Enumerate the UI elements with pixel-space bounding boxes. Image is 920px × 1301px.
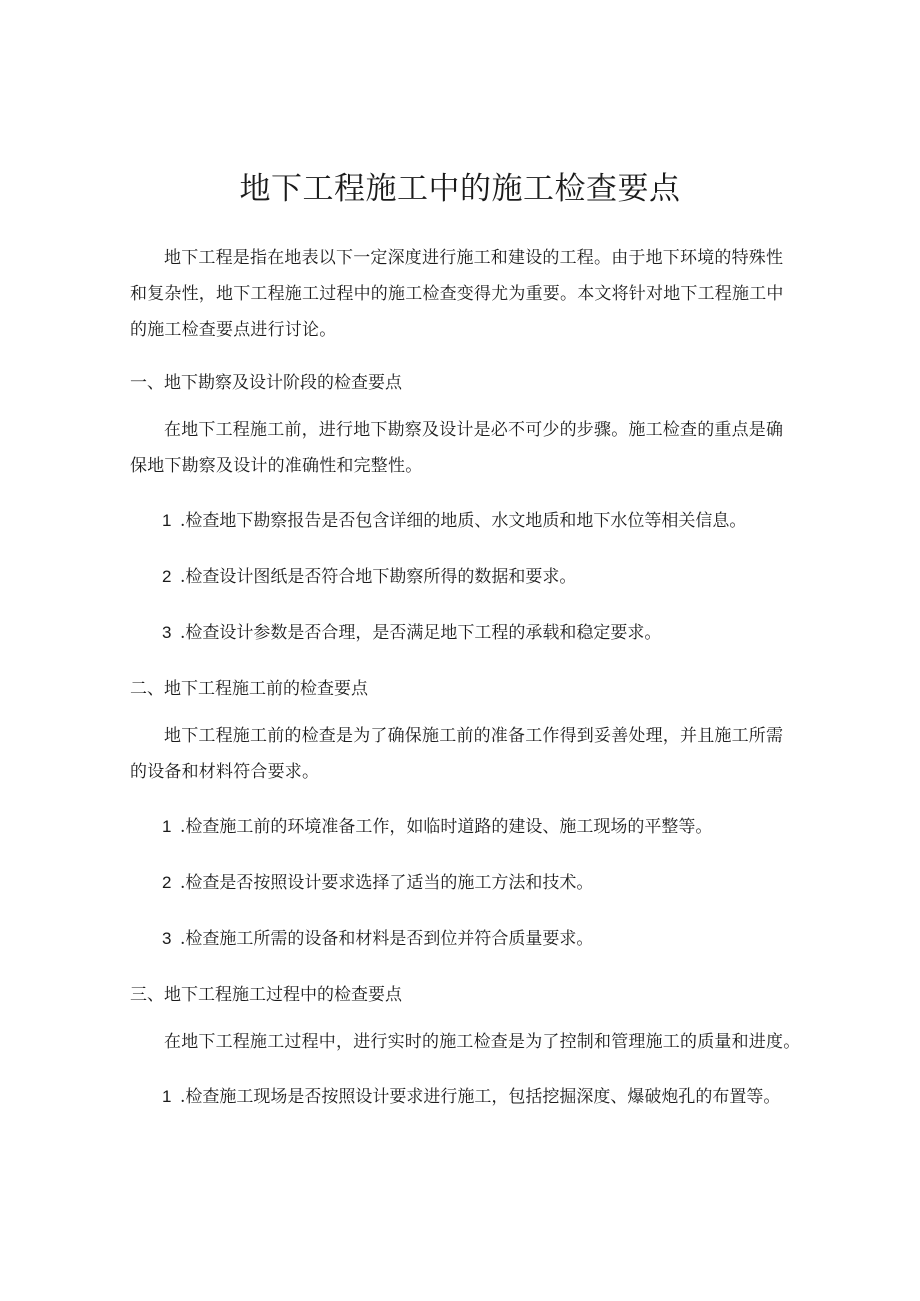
item-text: .检查施工所需的设备和材料是否到位并符合质量要求。 (180, 929, 594, 949)
item-text: .检查地下勘察报告是否包含详细的地质、水文地质和地下水位等相关信息。 (180, 511, 747, 531)
item-text: .检查设计图纸是否符合地下勘察所得的数据和要求。 (180, 567, 577, 587)
section-heading-3: 三、地下工程施工过程中的检查要点 (130, 985, 402, 1005)
list-item (162, 924, 812, 954)
item-text: .检查是否按照设计要求选择了适当的施工方法和技术。 (180, 873, 594, 893)
list-item (162, 506, 812, 536)
list-item (162, 1082, 812, 1112)
item-number: 2 (162, 873, 172, 892)
item-number: 1 (162, 817, 172, 836)
document-title: 地下工程施工中的施工检查要点 (239, 171, 681, 207)
section-paragraph-3: 在地下工程施工过程中，进行实时的施工检查是为了控制和管理施工的质量和进度。 (164, 1032, 801, 1052)
list-item (162, 868, 812, 898)
item-text: .检查设计参数是否合理，是否满足地下工程的承载和稳定要求。 (180, 623, 662, 643)
list-item (162, 618, 812, 648)
item-text: .检查施工前的环境准备工作，如临时道路的建设、施工现场的平整等。 (180, 817, 713, 837)
intro-paragraph: 地下工程是指在地表以下一定深度进行施工和建设的工程。由于地下环境的特殊性和复杂性，地下工程施工过程中的施工检查变得尤为重要。本文将针对地下工程施工中的施工检查要点进行讨论。 (130, 248, 784, 340)
section-heading-2: 二、地下工程施工前的检查要点 (130, 679, 368, 699)
list-item (162, 812, 812, 842)
item-number: 1 (162, 1087, 172, 1106)
section-heading-1: 一、地下勘察及设计阶段的检查要点 (130, 373, 402, 393)
section-paragraph-1: 在地下工程施工前，进行地下勘察及设计是必不可少的步骤。施工检查的重点是确保地下勘察及设计的准确性和完整性。 (130, 420, 784, 476)
item-number: 1 (162, 511, 172, 530)
item-text: .检查施工现场是否按照设计要求进行施工，包括挖掘深度、爆破炮孔的布置等。 (180, 1087, 781, 1107)
section-paragraph-2: 地下工程施工前的检查是为了确保施工前的准备工作得到妥善处理，并且施工所需的设备和材料符合要求。 (130, 726, 784, 782)
item-number: 3 (162, 623, 172, 642)
item-number: 3 (162, 929, 172, 948)
item-number: 2 (162, 567, 172, 586)
list-item (162, 562, 812, 592)
